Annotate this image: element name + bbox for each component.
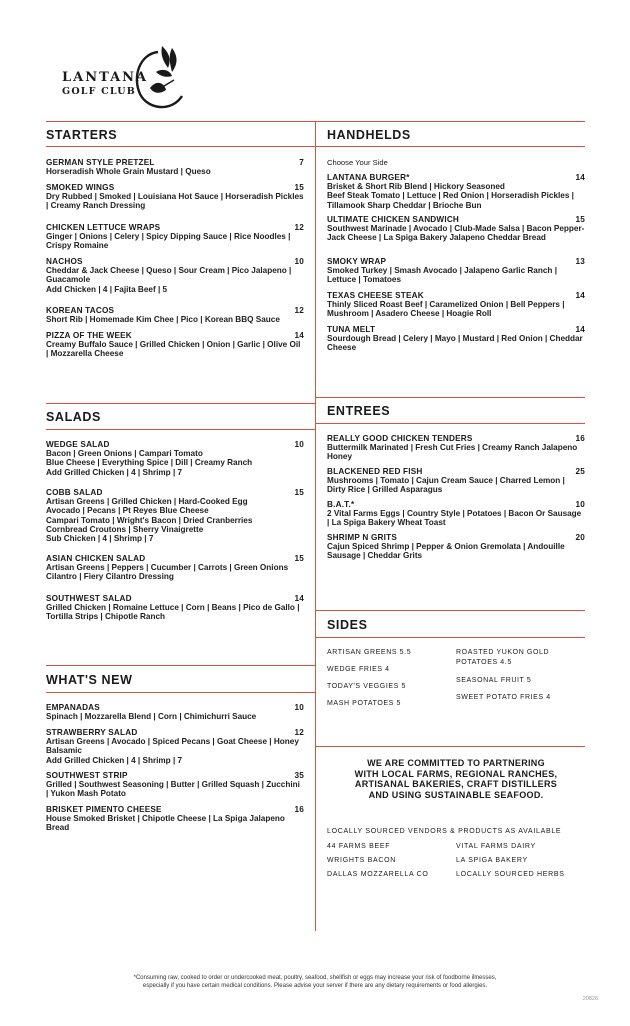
menu-item: ASIAN CHICKEN SALAD 15 Artisan Greens | Peppers | Cucumber | Carrots | Green Onions Cilantro | Fiery Cilantro Dressing bbox=[46, 554, 304, 582]
logo-subtitle: GOLF CLUB bbox=[62, 86, 136, 97]
menu-item: NACHOS 10 Cheddar & Jack Cheese | Queso | Sour Cream | Pico Jalapeno | Guacamole Add Chicken | 4 | Fajita Beef | 5 bbox=[46, 257, 304, 294]
entrees-title: ENTREES bbox=[327, 404, 391, 418]
salads-divider bbox=[46, 403, 315, 404]
item-price: 10 bbox=[294, 257, 304, 266]
item-price: 10 bbox=[294, 440, 304, 449]
item-price: 15 bbox=[294, 488, 304, 497]
menu-item: TEXAS CHEESE STEAK 14 Thinly Sliced Roast Beef | Caramelized Onion | Bell Peppers | Mushroom | Asadero Cheese | Hoagie Roll bbox=[327, 291, 585, 319]
side-item: POTATOES 4.5 bbox=[456, 659, 512, 666]
menu-item: SOUTHWEST STRIP 35 Grilled | Southwest Seasoning | Butter | Grilled Squash | Zucchini | Yukon Mash Potato bbox=[46, 771, 304, 799]
menu-item: SHRIMP N GRITS 20 Cajun Spiced Shrimp | Pepper & Onion Gremolata | Andouille Sausage | Cheddar Grits bbox=[327, 533, 585, 561]
menu-item: CHICKEN LETTUCE WRAPS 12 Ginger | Onions | Celery | Spicy Dipping Sauce | Rice Noodles | Crispy Romaine bbox=[46, 223, 304, 251]
item-price: 15 bbox=[294, 554, 304, 563]
item-price: 16 bbox=[575, 434, 585, 443]
side-item: ROASTED YUKON GOLD bbox=[456, 649, 550, 656]
vendors-title: LOCALLY SOURCED VENDORS & PRODUCTS AS AVAILABLE bbox=[327, 828, 562, 835]
menu-item: GERMAN STYLE PRETZEL 7 Horseradish Whole Grain Mustard | Queso bbox=[46, 158, 304, 177]
starters-underline bbox=[46, 146, 315, 147]
allergy-disclaimer: *Consuming raw, cooked to order or undercooked meat, poultry, seafood, shellfish or eggs may increase your risk of foodborne illnesses, especially if you have certain medical conditions. Please advise your server if there are any dietary requirements or food allergies. bbox=[133, 975, 497, 989]
starters-title: STARTERS bbox=[46, 128, 118, 142]
vendor-item: WRIGHTS BACON bbox=[327, 857, 396, 864]
item-price: 14 bbox=[294, 331, 304, 340]
entrees-underline bbox=[315, 423, 585, 424]
item-price: 15 bbox=[575, 215, 585, 224]
whats-new-divider bbox=[46, 665, 315, 666]
item-price: 35 bbox=[294, 771, 304, 780]
menu-item: ULTIMATE CHICKEN SANDWICH 15 Southwest Marinade | Avocado | Club-Made Salsa | Bacon Pepper-Jack Cheese | La Spiga Bakery Jalapeno Cheddar Bread bbox=[327, 215, 585, 243]
menu-item: SMOKY WRAP 13 Smoked Turkey | Smash Avocado | Jalapeno Garlic Ranch | Lettuce | Tomatoes bbox=[327, 257, 585, 285]
whats-new-title: WHAT'S NEW bbox=[46, 673, 133, 687]
menu-item: SOUTHWEST SALAD 14 Grilled Chicken | Romaine Lettuce | Corn | Beans | Pico de Gallo | Tortilla Strips | Chipotle Ranch bbox=[46, 594, 304, 622]
menu-item: B.A.T.* 10 2 Vital Farms Eggs | Country Style | Potatoes | Bacon Or Sausage | La Spiga Bakery Wheat Toast bbox=[327, 500, 585, 528]
side-item: SEASONAL FRUIT 5 bbox=[456, 677, 532, 684]
item-price: 20 bbox=[575, 533, 585, 542]
vendor-item: DALLAS MOZZARELLA CO bbox=[327, 871, 429, 878]
commitment-statement: WE ARE COMMITTED TO PARTNERING WITH LOCAL FARMS, REGIONAL RANCHES, ARTISANAL BAKERIES, CRAFT DISTILLERS AND USING SUSTAINABLE SEAFOOD. bbox=[354, 758, 558, 800]
item-price: 10 bbox=[575, 500, 585, 509]
menu-item: BRISKET PIMENTO CHEESE 16 House Smoked Brisket | Chipotle Cheese | La Spiga Jalapeno Bread bbox=[46, 805, 304, 833]
commitment-divider bbox=[315, 746, 585, 747]
item-price: 7 bbox=[299, 158, 304, 167]
item-price: 15 bbox=[294, 183, 304, 192]
salads-underline bbox=[46, 429, 315, 430]
salads-title: SALADS bbox=[46, 410, 101, 424]
menu-item: PIZZA OF THE WEEK 14 Creamy Buffalo Sauce | Grilled Chicken | Onion | Garlic | Olive Oil | Mozzarella Cheese bbox=[46, 331, 304, 359]
vendor-item: LA SPIGA BAKERY bbox=[456, 857, 528, 864]
entrees-divider bbox=[315, 397, 585, 398]
menu-item: WEDGE SALAD 10 Bacon | Green Onions | Campari Tomato Blue Cheese | Everything Spice | Dill | Creamy Ranch Add Grilled Chicken | 4 | Shrimp | 7 bbox=[46, 440, 304, 477]
item-price: 14 bbox=[575, 173, 585, 182]
side-item: WEDGE FRIES 4 bbox=[327, 666, 390, 673]
column-divider bbox=[315, 121, 316, 931]
choose-side-note: Choose Your Side bbox=[327, 158, 388, 167]
menu-item: LANTANA BURGER* 14 Brisket & Short Rib Blend | Hickory Seasoned Beef Steak Tomato | Lettuce | Red Onion | Horseradish Pickles | Tillamook Sharp Cheddar | Brioche Bun bbox=[327, 173, 585, 210]
sides-underline bbox=[315, 637, 585, 638]
item-price: 14 bbox=[575, 325, 585, 334]
sides-title: SIDES bbox=[327, 618, 368, 632]
side-item: MASH POTATOES 5 bbox=[327, 700, 401, 707]
item-price: 12 bbox=[294, 728, 304, 737]
sides-divider bbox=[315, 610, 585, 611]
logo-name: LANTANA bbox=[62, 70, 149, 85]
menu-item: COBB SALAD 15 Artisan Greens | Grilled Chicken | Hard-Cooked Egg Avocado | Pecans | Pt Reyes Blue Cheese Campari Tomato | Wright's Bacon | Dried Cranberries Cornbread Croutons | Sherry Vinaigrette Sub Chicken | 4 | Shrimp | 7 bbox=[46, 488, 304, 544]
menu-item: KOREAN TACOS 12 Short Rib | Homemade Kim Chee | Pico | Korean BBQ Sauce bbox=[46, 306, 304, 325]
handhelds-title: HANDHELDS bbox=[327, 128, 411, 142]
handhelds-underline bbox=[315, 146, 585, 147]
menu-code: 20826 bbox=[582, 996, 598, 1002]
vendor-item: 44 FARMS BEEF bbox=[327, 843, 391, 850]
item-price: 13 bbox=[575, 257, 585, 266]
item-price: 14 bbox=[294, 594, 304, 603]
side-item: ARTISAN GREENS 5.5 bbox=[327, 649, 412, 656]
menu-item: EMPANADAS 10 Spinach | Mozzarella Blend | Corn | Chimichurri Sauce bbox=[46, 703, 304, 722]
item-price: 12 bbox=[294, 223, 304, 232]
whats-new-underline bbox=[46, 692, 315, 693]
menu-item: REALLY GOOD CHICKEN TENDERS 16 Buttermilk Marinated | Fresh Cut Fries | Creamy Ranch Jalapeno Honey bbox=[327, 434, 585, 462]
item-price: 12 bbox=[294, 306, 304, 315]
menu-item: SMOKED WINGS 15 Dry Rubbed | Smoked | Louisiana Hot Sauce | Horseradish Pickles | Creamy Ranch Dressing bbox=[46, 183, 304, 211]
side-item: SWEET POTATO FRIES 4 bbox=[456, 694, 551, 701]
item-price: 16 bbox=[294, 805, 304, 814]
vendor-item: VITAL FARMS DAIRY bbox=[456, 843, 536, 850]
item-price: 10 bbox=[294, 703, 304, 712]
item-price: 25 bbox=[575, 467, 585, 476]
vendor-item: LOCALLY SOURCED HERBS bbox=[456, 871, 565, 878]
club-logo bbox=[60, 42, 190, 114]
item-price: 14 bbox=[575, 291, 585, 300]
menu-item: STRAWBERRY SALAD 12 Artisan Greens | Avocado | Spiced Pecans | Goat Cheese | Honey Balsamic Add Grilled Chicken | 4 | Shrimp | 7 bbox=[46, 728, 304, 765]
side-item: TODAY'S VEGGIES 5 bbox=[327, 683, 406, 690]
menu-item: BLACKENED RED FISH 25 Mushrooms | Tomato | Cajun Cream Sauce | Charred Lemon | Dirty Rice | Grilled Asparagus bbox=[327, 467, 585, 495]
menu-item: TUNA MELT 14 Sourdough Bread | Celery | Mayo | Mustard | Red Onion | Cheddar Cheese bbox=[327, 325, 585, 353]
